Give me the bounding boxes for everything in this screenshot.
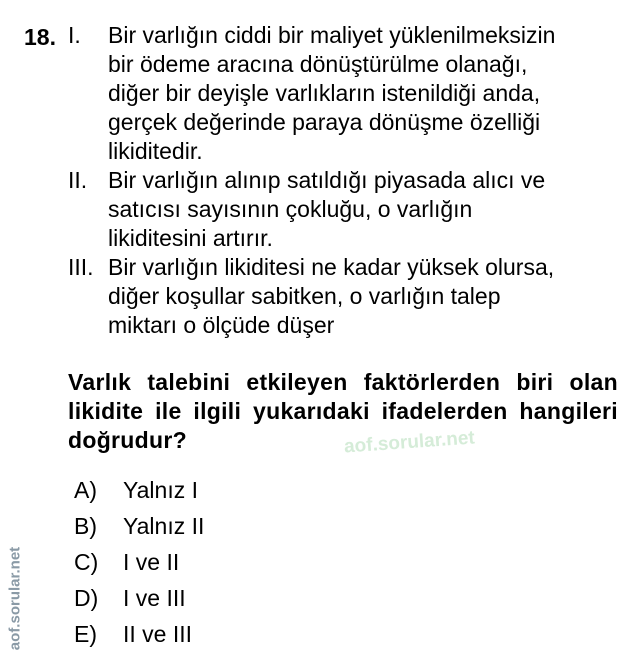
question-number: 18. [24,24,56,50]
watermark-side: aof.sorular.net [6,546,24,651]
option-letter: A) [74,477,97,503]
option-e[interactable] [74,621,192,648]
option-letter: B) [74,513,97,539]
option-text: Yalnız I [123,477,198,503]
question-prompt: Varlık talebini etkileyen faktörlerden biri olan likidite ile ilgili yukarıdaki ifadelerden hangileri doğrudur? [68,369,618,453]
statement-3-numeral: III. [68,254,94,280]
watermark-center: aof.sorular.net [343,427,476,458]
option-letter: D) [74,585,99,611]
statement-1-line: diğer bir deyişle varlıkların istenildiği anda, [108,80,541,106]
statement-1-line: gerçek değerinde paraya dönüşme özelliği [108,109,541,135]
option-text: Yalnız II [123,513,205,539]
option-d[interactable] [74,585,186,612]
statement-2-numeral: II. [68,167,88,193]
statement-1-line: bir ödeme aracına dönüştürülme olanağı, [108,51,528,77]
option-text: I ve III [123,585,186,611]
statement-3-line: Bir varlığın likiditesi ne kadar yüksek olursa, [108,254,555,280]
option-text: II ve III [123,621,193,647]
option-letter: C) [74,549,99,575]
statement-3-line: miktarı o ölçüde düşer [108,312,335,338]
statement-2-line: Bir varlığın alınıp satıldığı piyasada alıcı ve [108,167,546,193]
option-c[interactable] [74,549,179,576]
statement-3-line: diğer koşullar sabitken, o varlığın talep [108,283,501,309]
statement-1-line: likiditedir. [108,138,203,164]
option-a[interactable] [74,477,198,504]
statement-1-line: Bir varlığın ciddi bir maliyet yüklenilmeksizin [108,22,556,48]
statement-2-line: satıcısı sayısının çokluğu, o varlığın [108,196,473,222]
option-b[interactable] [74,513,204,540]
statement-2-line: likiditesini artırır. [108,225,273,251]
statement-1-numeral: I. [68,22,81,48]
option-text: I ve II [123,549,180,575]
option-letter: E) [74,621,97,647]
